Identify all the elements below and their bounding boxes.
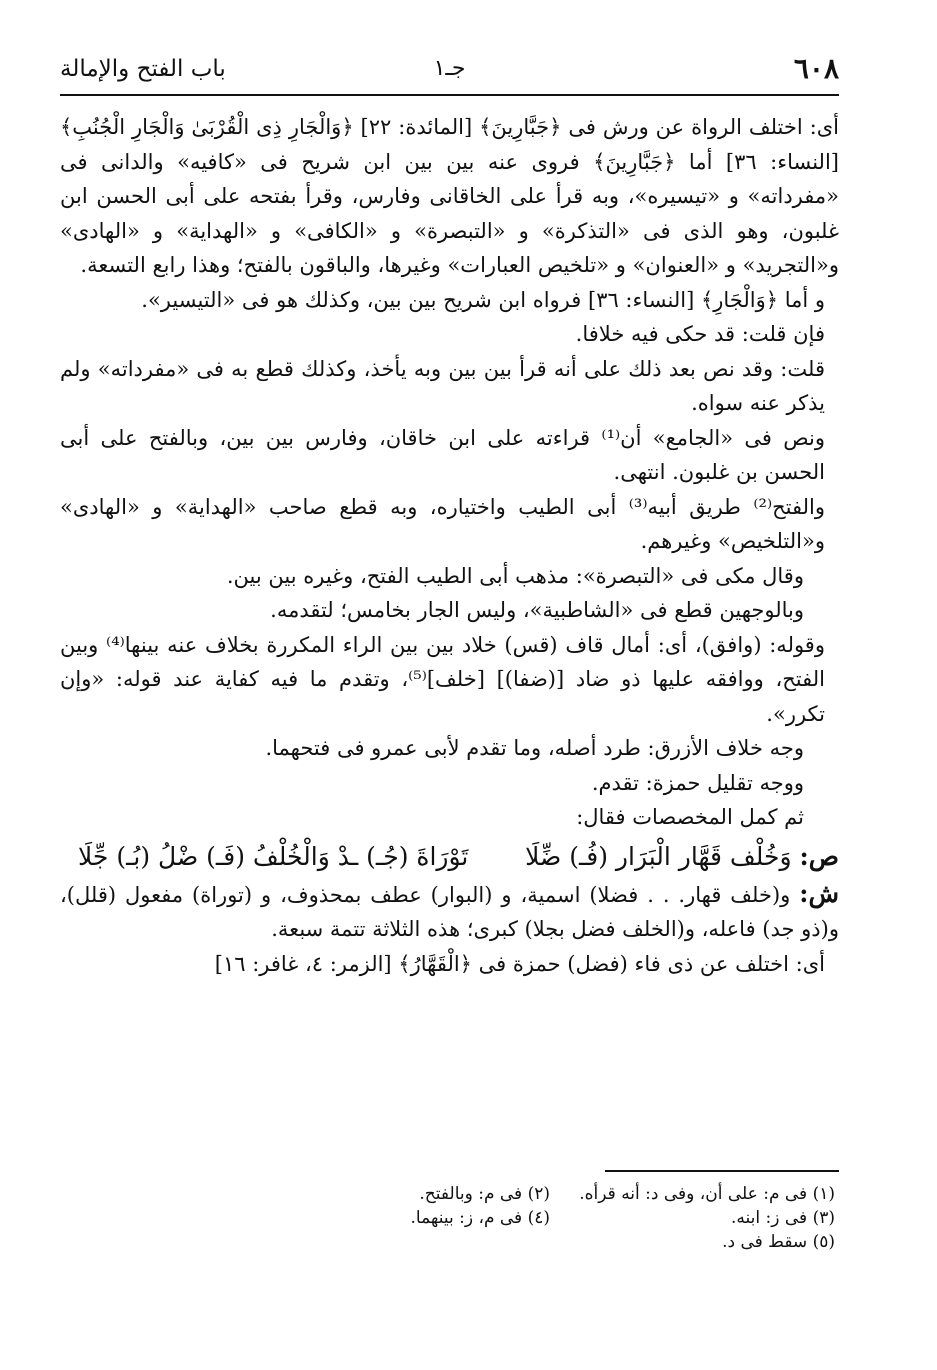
paragraph: والفتح⁽²⁾ طريق أبيه⁽³⁾ أبى الطيب واختياره، وبه قطع صاحب «الهداية» و «الهادى» و«التلخيص» وغيرهم. — [60, 494, 825, 553]
footnote: (٥) سقط فى د. — [722, 1232, 835, 1252]
page-header — [60, 52, 839, 92]
poem-hemistich-2: تَوْرَاةَ (جُـ) ـدْ وَالْخُلْفُ (فَـ) ضْلُ (بُـ) جِّلَا — [78, 841, 469, 871]
poem-marker: ص: — [799, 841, 839, 871]
paragraph: ثم كمل المخصصات فقال: — [576, 805, 804, 829]
paragraph: وجه خلاف الأزرق: طرد أصله، وما تقدم لأبى عمرو فى فتحهما. — [265, 736, 804, 760]
commentary-marker: ش: — [799, 878, 839, 908]
chapter-title: باب الفتح والإمالة — [60, 56, 226, 82]
final-line: أى: اختلف عن ذى فاء (فضل) حمزة فى ﴿الْقَهَّارُ﴾ [الزمر: ٤، غافر: ١٦] — [214, 951, 825, 976]
volume-label: جـ١ — [433, 56, 466, 81]
poem-verse — [60, 835, 839, 877]
paragraph: فإن قلت: قد حكى فيه خلافا. — [575, 322, 825, 346]
paragraph: قلت: وقد نص بعد ذلك على أنه قرأ بين بين وبه يأخذ، وكذلك قطع به فى «مفرداته» ولم يذكر عنه سواه. — [60, 356, 825, 415]
paragraph: ونص فى «الجامع» أن⁽¹⁾ قراءته على ابن خاقان، وفارس بين بين، وبالفتح على أبى الحسن بن غلبون. انتهى. — [60, 425, 825, 484]
commentary-text: و(خلف قهار. . . فضلا) اسمية، و (البوار) عطف بمحذوف، و (توراة) مفعول (قلل)، و(ذو جد) فاعله، و(الخلف فضل بجلا) كبرى؛ هذه الثلاثة تتمة سبعة. — [60, 882, 839, 941]
paragraph: أى: اختلف الرواة عن ورش فى ﴿جَبَّارِينَ﴾ [المائدة: ٢٢] ﴿وَالْجَارِ ذِى الْقُرْبَىٰ وَالْجَارِ الْجُنُبِ﴾ [النساء: ٣٦] أما ﴿جَبَّارِينَ﴾ فروى عنه بين بين ابن شريح فى «كافيه» والدانى فى «مفرداته» و «تيسيره»، وبه قرأ على الخاقانى وفارس، وقرأ بفتحه على أبى الحسن ابن غلبون، وهو الذى فى «التذكرة» و «التبصرة» و «الكافى» و «الهداية» و «الهادى» و«التجريد» و «العنوان» و «تلخيص العبارات» وغيرها، والباقون بالفتح؛ وهذا رابع التسعة. — [60, 115, 839, 277]
page-number: ٦٠٨ — [793, 52, 839, 85]
poem-hemistich-1: وَخُلْف قَهَّار الْبَرَار (فُـ) ضِّلَا — [525, 841, 792, 871]
poem-first-half — [525, 837, 839, 877]
footnote-divider — [605, 1170, 839, 1172]
footnote: (٤) فى م، ز: بينهما. — [410, 1208, 550, 1228]
footnotes — [275, 1184, 835, 1274]
commentary-paragraph — [60, 877, 839, 947]
paragraph: وقوله: (وافق)، أى: أمال قاف (قس) خلاد بين بين الراء المكررة بخلاف عنه بينها⁽⁴⁾ وبين الفتح، ووافقه عليها ذو ضاد [(ضفا)] [خلف]⁽⁵⁾، وتقدم ما فيه كفاية عند قوله: «وإن تكرر». — [60, 632, 825, 726]
header-divider — [60, 94, 839, 96]
footnote: (٢) فى م: وبالفتح. — [419, 1184, 550, 1204]
footnote: (١) فى م: على أن، وفى د: أنه قرأه. — [579, 1184, 835, 1204]
footnote: (٣) فى ز: ابنه. — [731, 1208, 835, 1228]
main-text — [60, 110, 839, 981]
paragraph: ووجه تقليل حمزة: تقدم. — [591, 770, 804, 795]
paragraph: و أما ﴿وَالْجَارِ﴾ [النساء: ٣٦] فرواه ابن شريح بين بين، وكذلك هو فى «التيسير». — [141, 287, 825, 312]
paragraph: وبالوجهين قطع فى «الشاطبية»، وليس الجار بخامس؛ لتقدمه. — [270, 598, 804, 622]
paragraph: وقال مكى فى «التبصرة»: مذهب أبى الطيب الفتح، وغيره بين بين. — [226, 563, 804, 588]
